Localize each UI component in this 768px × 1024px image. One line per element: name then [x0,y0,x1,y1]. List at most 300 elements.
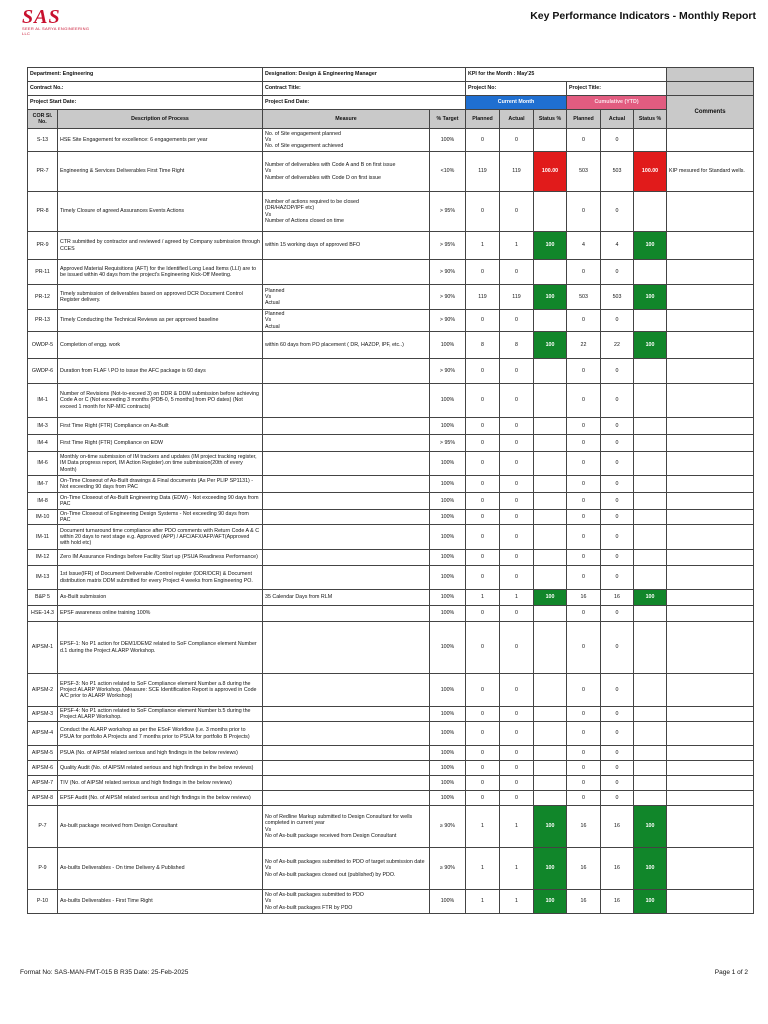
cor-cell: PR-12 [28,285,58,310]
status-ytd-cell [634,493,667,510]
measure-cell: Number of deliverables with Code A and B on first issue Vs Number of deliverables with Code D on first issue [263,152,430,192]
planned-cell: 1 [466,806,500,848]
cor-cell: AIPSM-5 [28,746,58,761]
planned-ytd-cell: 0 [567,674,601,707]
status-ytd-cell [634,260,667,285]
status-ytd-cell [634,791,667,806]
actual-ytd-cell: 0 [601,622,634,674]
description-cell: Conduct the ALARP workshop as per the ESoF Workflow (i.e. 3 months prior to PSUA for portfolio A Projects and 7 months prior to PSUA for portfolio B Projects) [58,722,263,746]
cor-cell: IM-13 [28,566,58,590]
actual-ytd-cell: 0 [601,129,634,152]
status-ytd-cell [634,452,667,476]
target-cell: 100% [430,452,466,476]
planned-cell: 0 [466,452,500,476]
description-cell: TIV (No. of AIPSM related serious and high findings in the below reviews) [58,776,263,791]
table-row [28,452,754,476]
table-row [28,493,754,510]
description-cell: EPSF-3: No P1 action related to SoF Compliance element Number a.8 during the Project ALARP Workshop. (Measure: SCE Identification Report is approved in Code A/C prior to ALARP Workshop) [58,674,263,707]
status-cell: 100.00 [534,152,567,192]
measure-cell: No of As-built packages submitted to PDO of target submission date Vs No of As-built packages closed out (published) by PDO. [263,848,430,890]
status-cell: 100 [534,806,567,848]
planned-ytd-cell: 0 [567,418,601,435]
measure-cell [263,722,430,746]
description-cell: Document turnaround time compliance after PDO comments with Return Code A & C within 20 days to next stage e.g. Approved (APP) / AFC/AFX/AFP/AFT(Approved with hold etc) [58,525,263,550]
planned-cell: 0 [466,722,500,746]
planned-ytd-cell: 0 [567,452,601,476]
table-row [28,761,754,776]
target-cell: 100% [430,476,466,493]
table-row [28,707,754,722]
table-row [28,152,754,192]
measure-cell [263,493,430,510]
description-cell: Timely Conducting the Technical Reviews as per approved baseline [58,310,263,332]
description-cell: First Time Right (FTR) Compliance on EDW [58,435,263,452]
table-row [28,129,754,152]
status-ytd-cell [634,310,667,332]
status-cell [534,550,567,566]
actual-cell: 0 [500,384,534,418]
measure-cell [263,776,430,791]
planned-ytd-cell: 4 [567,232,601,260]
comment-cell [667,510,754,525]
contract-title-cell: Contract Title: [263,82,466,96]
status-ytd-cell [634,622,667,674]
actual-ytd-cell: 16 [601,806,634,848]
target-cell: ≥ 90% [430,806,466,848]
table-row [28,776,754,791]
table-row [28,332,754,359]
target-cell: 100% [430,606,466,622]
status-cell [534,566,567,590]
description-cell: EPSF awareness online training 100% [58,606,263,622]
description-cell: HSE Site Engagement for excellence: 6 engagements per year [58,129,263,152]
actual-ytd-cell: 0 [601,566,634,590]
measure-cell [263,550,430,566]
comment-cell [667,435,754,452]
description-cell: EPSF-4: No P1 action related to SoF Compliance element Number b.5 during the Project ALARP Workshop. [58,707,263,722]
cor-cell: PR-13 [28,310,58,332]
table-row [28,510,754,525]
table-row [28,722,754,746]
table-row [28,848,754,890]
cor-cell: B&P 5 [28,590,58,606]
actual-ytd-cell: 0 [601,476,634,493]
table-row [28,359,754,384]
comment-cell [667,746,754,761]
description-cell: First Time Right (FTR) Compliance on As-Built [58,418,263,435]
department-cell: Department: Engineering [28,68,263,82]
planned-ytd-cell: 0 [567,260,601,285]
status-cell [534,707,567,722]
cor-cell: S-13 [28,129,58,152]
cor-cell: IM-1 [28,384,58,418]
cor-cell: AIPSM-2 [28,674,58,707]
target-cell: 100% [430,129,466,152]
actual-ytd-cell: 0 [601,452,634,476]
actual-ytd-cell: 0 [601,260,634,285]
table-row [28,476,754,493]
target-cell: ≥ 90% [430,848,466,890]
comment-cell [667,129,754,152]
cor-cell: AIPSM-4 [28,722,58,746]
actual-cell: 8 [500,332,534,359]
status-cell [534,493,567,510]
status-cell [534,418,567,435]
actual-ytd-cell: 16 [601,848,634,890]
current-month-header: Current Month [466,96,567,110]
actual-ytd-cell: 0 [601,550,634,566]
status-ytd-cell: 100 [634,806,667,848]
description-cell: Timely submission of deliverables based on approved DCR Document Control Register delivery. [58,285,263,310]
measure-cell: Number of actions required to be closed (DR/HAZOP/IPF etc) Vs Number of Actions closed on time [263,192,430,232]
measure-cell: Planned Vs Actual [263,285,430,310]
planned-cell: 0 [466,761,500,776]
actual-cell: 1 [500,590,534,606]
target-cell: 100% [430,566,466,590]
description-cell: On-Time Closeout of As-Built drawings & Final documents (As Per PLIP SP1131) - Not exceeding 90 days from PAC [58,476,263,493]
status-cell: 100 [534,890,567,914]
target-cell: > 95% [430,435,466,452]
actual-cell: 119 [500,285,534,310]
measure-cell [263,260,430,285]
contract-no-cell: Contract No.: [28,82,263,96]
measure-cell [263,510,430,525]
status-cell [534,622,567,674]
comment-cell [667,232,754,260]
status-cell [534,746,567,761]
description-cell: Timely Closure of agreed Assurances Events Actions [58,192,263,232]
description-cell: EPSF-1: No P1 action for DEM1/DEM2 related to SoF Compliance element Number d.1 during the Project ALARP Workshop. [58,622,263,674]
planned-ytd-cell: 0 [567,435,601,452]
comment-cell [667,791,754,806]
table-row [28,232,754,260]
table-row [28,791,754,806]
table-row [28,566,754,590]
status-ytd-cell [634,129,667,152]
planned-ytd-cell: 503 [567,152,601,192]
cumulative-header: Cumulative (YTD) [567,96,667,110]
comment-cell [667,359,754,384]
actual-ytd-cell: 0 [601,418,634,435]
actual-cell: 0 [500,476,534,493]
status-cell [534,452,567,476]
kpi-table [27,67,754,914]
cor-cell: GWDP-6 [28,359,58,384]
col-actual: Actual [500,110,534,129]
planned-ytd-cell: 16 [567,890,601,914]
actual-cell: 0 [500,260,534,285]
actual-cell: 0 [500,746,534,761]
measure-cell [263,674,430,707]
table-row [28,192,754,232]
planned-cell: 0 [466,566,500,590]
planned-ytd-cell: 0 [567,129,601,152]
measure-cell: No. of Site engagement planned Vs No. of Site engagement achieved [263,129,430,152]
comment-cell [667,310,754,332]
comment-cell [667,722,754,746]
actual-ytd-cell: 0 [601,510,634,525]
report-title: Key Performance Indicators - Monthly Report [530,10,756,22]
planned-cell: 1 [466,590,500,606]
status-ytd-cell [634,674,667,707]
logo-mark: SAS [22,6,61,28]
measure-cell [263,622,430,674]
measure-cell [263,452,430,476]
target-cell: 100% [430,707,466,722]
planned-cell: 0 [466,359,500,384]
kpi-month-cell: KPI for the Month : May'25 [466,68,667,82]
measure-cell [263,418,430,435]
planned-ytd-cell: 503 [567,285,601,310]
planned-cell: 0 [466,418,500,435]
comment-cell [667,622,754,674]
description-cell: Monthly on-time submission of IM trackers and updates (IM project tracking register, IM Data progress report, IM Action Register).on time submission(20th of every Month) [58,452,263,476]
cor-cell: OWDP-5 [28,332,58,359]
col-status-ytd: Status % [634,110,667,129]
target-cell: 100% [430,722,466,746]
planned-cell: 0 [466,435,500,452]
actual-cell: 0 [500,493,534,510]
col-target: % Target [430,110,466,129]
cor-cell: IM-7 [28,476,58,493]
status-ytd-cell [634,707,667,722]
cor-cell: HSE-14.3 [28,606,58,622]
measure-cell [263,606,430,622]
actual-cell: 119 [500,152,534,192]
comment-cell [667,707,754,722]
actual-ytd-cell: 0 [601,606,634,622]
measure-cell: within 60 days from PO placement ( DR, HAZOP, IPF, etc..) [263,332,430,359]
actual-ytd-cell: 22 [601,332,634,359]
actual-cell: 0 [500,791,534,806]
cor-cell: P-9 [28,848,58,890]
status-ytd-cell: 100 [634,890,667,914]
col-description: Description of Process [58,110,263,129]
status-ytd-cell [634,761,667,776]
description-cell: Duration from FLAF \ PO to issue the AFC package is 60 days [58,359,263,384]
status-ytd-cell: 100 [634,590,667,606]
actual-cell: 0 [500,435,534,452]
status-ytd-cell: 100 [634,232,667,260]
measure-cell [263,435,430,452]
cor-cell: IM-6 [28,452,58,476]
project-title-cell: Project Title: [567,82,667,96]
target-cell: 100% [430,746,466,761]
col-status: Status % [534,110,567,129]
table-row [28,285,754,310]
description-cell: Number of Revisions (Not-to-exceed 3) on DDR & DDM submission before achieving Code A or C (Not exceeding 3 months (PDB-0, 5 months] from PO dates) (Not exceed 1 month for NP-MIC contracts) [58,384,263,418]
table-row [28,418,754,435]
measure-cell [263,746,430,761]
status-cell [534,525,567,550]
target-cell: > 90% [430,260,466,285]
cor-cell: IM-10 [28,510,58,525]
planned-cell: 1 [466,890,500,914]
status-cell [534,192,567,232]
comment-cell [667,525,754,550]
cor-cell: IM-8 [28,493,58,510]
measure-cell: Planned Vs Actual [263,310,430,332]
measure-cell [263,359,430,384]
actual-ytd-cell: 0 [601,776,634,791]
measure-cell [263,384,430,418]
target-cell: <10% [430,152,466,192]
actual-ytd-cell: 0 [601,493,634,510]
measure-cell: No of As-built packages submitted to PDO Vs No of As-built packages FTR by PDO [263,890,430,914]
planned-cell: 0 [466,260,500,285]
description-cell: On-Time Closeout of Engineering Design Systems - Not exceeding 90 days from PAC [58,510,263,525]
actual-cell: 1 [500,890,534,914]
comment-cell [667,890,754,914]
cor-cell: AIPSM-8 [28,791,58,806]
actual-ytd-cell: 0 [601,707,634,722]
planned-ytd-cell: 0 [567,722,601,746]
comments-header: Comments [667,96,754,129]
comment-cell [667,192,754,232]
status-ytd-cell [634,192,667,232]
cor-cell: IM-11 [28,525,58,550]
designation-cell: Designation: Design & Engineering Manager [263,68,466,82]
actual-ytd-cell: 0 [601,746,634,761]
comment-cell [667,418,754,435]
description-cell: Approved Material Requisitions (AFT) for the Identified Long Lead Items (LLI) are to be issued within 40 days from the project's Engineering Kick-Off Meeting. [58,260,263,285]
target-cell: > 90% [430,359,466,384]
planned-ytd-cell: 0 [567,384,601,418]
col-planned: Planned [466,110,500,129]
status-cell [534,674,567,707]
planned-ytd-cell: 0 [567,707,601,722]
cor-cell: PR-11 [28,260,58,285]
comment-cell [667,493,754,510]
comment-cell [667,452,754,476]
planned-cell: 1 [466,848,500,890]
actual-cell: 0 [500,510,534,525]
target-cell: 100% [430,674,466,707]
status-cell [534,476,567,493]
status-ytd-cell: 100.00 [634,152,667,192]
status-ytd-cell [634,566,667,590]
target-cell: > 95% [430,192,466,232]
kpi-sheet [27,67,753,914]
comment-cell [667,550,754,566]
planned-cell: 0 [466,310,500,332]
table-row [28,890,754,914]
actual-cell: 0 [500,566,534,590]
actual-cell: 0 [500,622,534,674]
actual-ytd-cell: 0 [601,192,634,232]
target-cell: 100% [430,791,466,806]
table-row [28,525,754,550]
table-row [28,606,754,622]
planned-cell: 0 [466,129,500,152]
comment-cell [667,476,754,493]
planned-ytd-cell: 16 [567,806,601,848]
table-row [28,806,754,848]
company-logo [22,8,92,36]
table-row [28,384,754,418]
comment-cell [667,566,754,590]
cor-cell: AIPSM-3 [28,707,58,722]
status-cell [534,260,567,285]
status-ytd-cell: 100 [634,285,667,310]
comment-cell [667,776,754,791]
cor-cell: P-10 [28,890,58,914]
col-cor: COR Sl. No. [28,110,58,129]
blank-cell [667,82,754,96]
project-end-cell: Project End Date: [263,96,466,110]
status-ytd-cell [634,510,667,525]
status-ytd-cell: 100 [634,332,667,359]
comment-cell [667,260,754,285]
col-planned-ytd: Planned [567,110,601,129]
planned-ytd-cell: 0 [567,566,601,590]
actual-cell: 0 [500,525,534,550]
status-ytd-cell [634,384,667,418]
target-cell: 100% [430,525,466,550]
status-ytd-cell [634,359,667,384]
description-cell: Engineering & Services Deliverables First Time Right [58,152,263,192]
status-cell [534,129,567,152]
description-cell: As-Built submission [58,590,263,606]
actual-ytd-cell: 0 [601,310,634,332]
target-cell: 100% [430,418,466,435]
planned-cell: 119 [466,152,500,192]
table-row [28,590,754,606]
planned-ytd-cell: 0 [567,493,601,510]
status-cell [534,776,567,791]
col-actual-ytd: Actual [601,110,634,129]
planned-cell: 1 [466,232,500,260]
actual-cell: 0 [500,452,534,476]
actual-ytd-cell: 0 [601,674,634,707]
format-number: Format No: SAS-MAN-FMT-015 B R35 Date: 25-Feb-2025 [20,969,189,976]
page-number: Page 1 of 2 [714,969,748,976]
actual-cell: 1 [500,848,534,890]
actual-ytd-cell: 0 [601,761,634,776]
actual-cell: 0 [500,674,534,707]
table-row [28,435,754,452]
target-cell: 100% [430,776,466,791]
cor-cell: AIPSM-1 [28,622,58,674]
measure-cell [263,525,430,550]
planned-cell: 0 [466,550,500,566]
cor-cell: AIPSM-6 [28,761,58,776]
status-ytd-cell [634,418,667,435]
description-cell: 1st Issue(IFR) of Document Deliverable /Control register (DDR/DCR) & Document distribution matrix DDM submitted for every Project 4 weeks from Engineering PO. [58,566,263,590]
target-cell: 100% [430,332,466,359]
target-cell: 100% [430,493,466,510]
description-cell: As-built package received from Design Consultant [58,806,263,848]
measure-cell [263,791,430,806]
project-no-cell: Project No: [466,82,567,96]
status-ytd-cell [634,550,667,566]
status-ytd-cell [634,476,667,493]
target-cell: 100% [430,761,466,776]
planned-ytd-cell: 0 [567,192,601,232]
cor-cell: PR-7 [28,152,58,192]
comment-cell [667,848,754,890]
comment-cell [667,332,754,359]
measure-cell [263,476,430,493]
planned-ytd-cell: 0 [567,761,601,776]
planned-cell: 0 [466,510,500,525]
table-row [28,550,754,566]
status-cell: 100 [534,232,567,260]
planned-cell: 0 [466,776,500,791]
comment-cell [667,384,754,418]
status-cell: 100 [534,332,567,359]
comment-cell: KIP mesured for Standard wells. [667,152,754,192]
